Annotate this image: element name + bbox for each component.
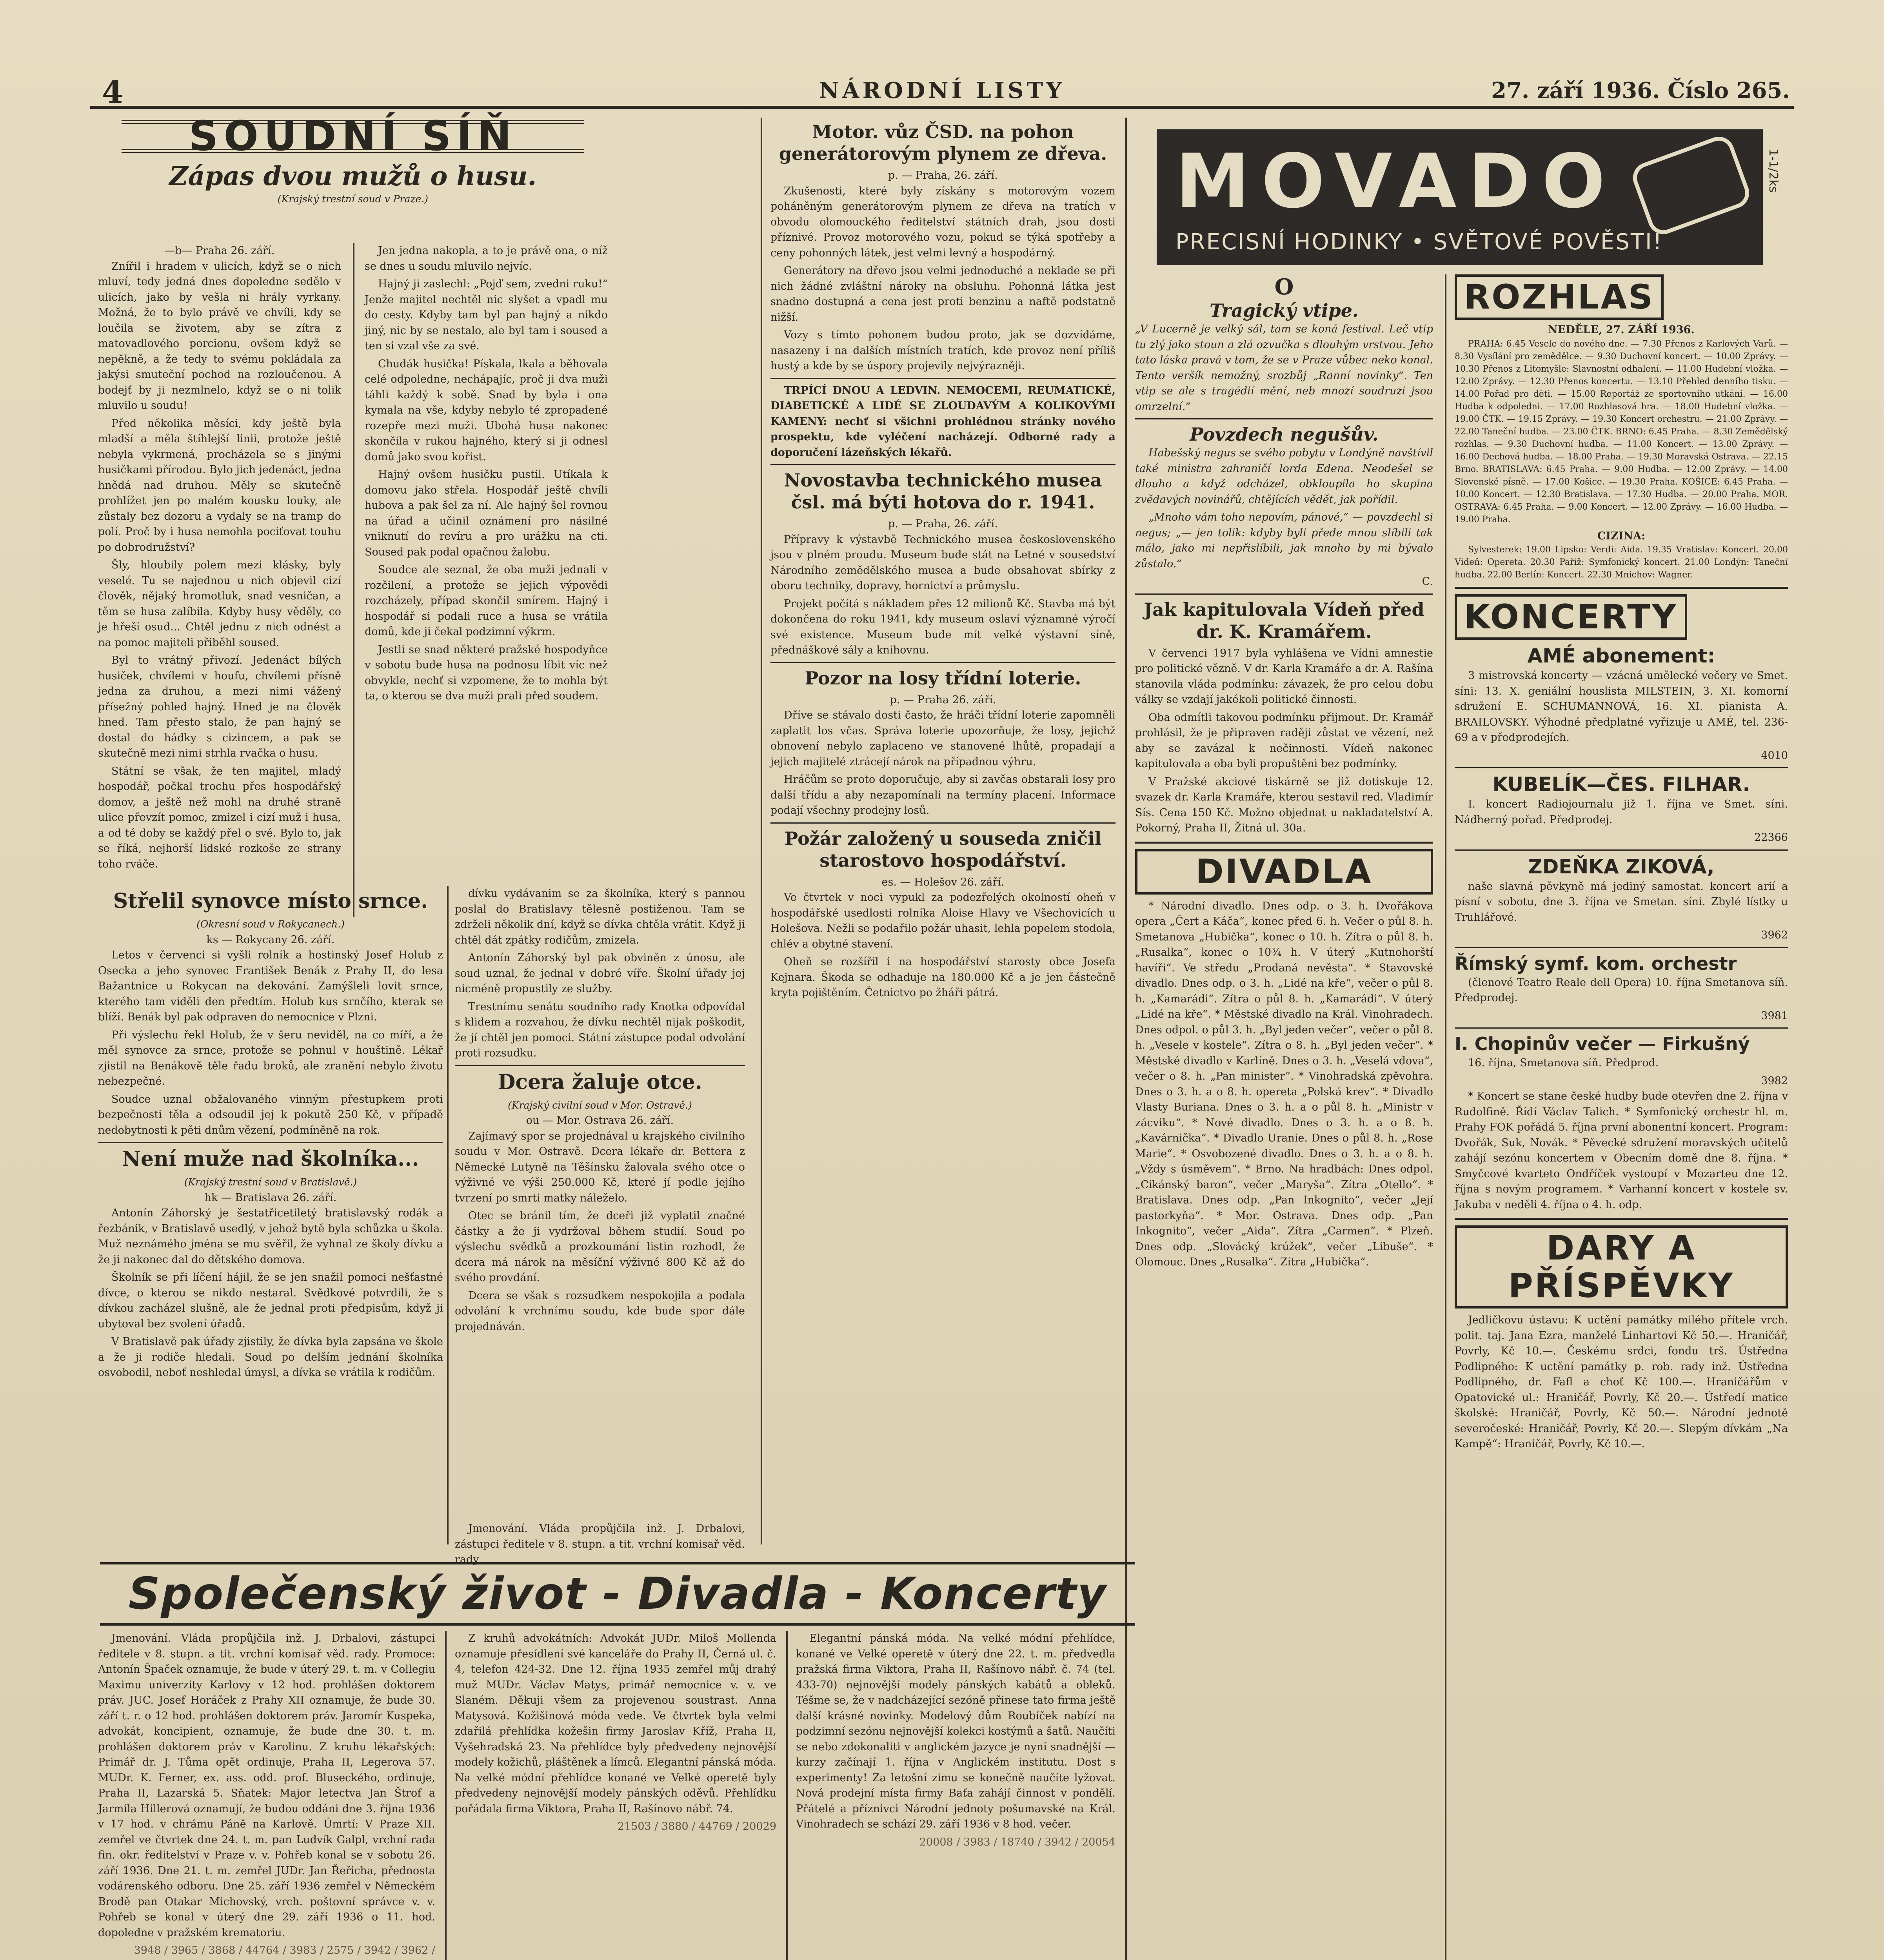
article-strelil (98, 886, 443, 1533)
paragraph: Znířil i hradem v ulicích, když se o nich mluví, tedy jedná dnes dopoledne sedělo v ulicích, jako by vešla ni hrály vyrkany. Možná, že to bylo právě ve chvíli, kdy se loučila se životem, aby se zítra z matovadlového porcionu, ovšem když se nepěkně, a že tedy to svému pokládala za jakýsi smuteční pochod na rozloučenou. A bodejť by ji nezmlnelo, když se o ni tolik mluvilo u soudu! (98, 260, 341, 412)
social-col-3 (796, 1631, 1116, 1960)
concert-notes: * Koncert se stane české hudby bude otevřen dne 2. října v Rudolfině. Řídí Václav Talich. * Symfonický orchestr hl. m. Prahy FOK pořádá 5. října první abonentní koncert. Program: Dvořák, Suk, Novák. * Pěvecké sdružení moravských učitelů zahájí sezónu koncertem v Obecním domě dne 8. října. * Smyčcové kvarteto Ondříček vystoupí v Mozarteu dne 12. října s novým programem. * Varhanní koncert v kostele sv. Jakuba v neděli 4. října o 4. h. odp. (1455, 1090, 1788, 1211)
paragraph: Dcera se však s rozsudkem nespokojila a podala odvolání k vrchnímu soudu, kde bude spor dále projednáván. (455, 1289, 745, 1333)
court-article-col-b (365, 243, 608, 909)
divider (1455, 1027, 1788, 1029)
court-section (98, 112, 608, 207)
ad-code: 4010 (1761, 749, 1788, 762)
section-title-rozhlas: ROZHLAS (1455, 274, 1664, 320)
divider (1455, 849, 1788, 851)
divider (455, 1065, 745, 1066)
social-col-1 (98, 1631, 435, 1960)
article-title: Požár založený u souseda zničil starostovo hospodářství. (784, 828, 1102, 871)
divider (1455, 587, 1788, 589)
movado-brand: MOVADO (1175, 138, 1617, 225)
dateline: es. — Holešov 26. září. (881, 876, 1005, 888)
movado-advertisement (1157, 129, 1780, 265)
section-title-soudni-sin: SOUDNÍ SÍŇ (122, 120, 584, 153)
paragraph: Vozy s tímto pohonem budou proto, jak se dozvídáme, nasazeny i na dalších místních tratích, kde provoz není příliš hustý a kde by se úspory projevily nejvýrazněji. (770, 329, 1116, 372)
radio-program: PRAHA: 6.45 Vesele do nového dne. — 7.30 Přenos z Karlových Varů. — 8.30 Vysílání pro zemědělce. — 9.30 Duchovní koncert. — 10.00 Zprávy. — 10.30 Přenos z Litomyšle: Slavnostní odhalení. — 11.00 Hudební vložka. — 12.00 Zprávy. — 12.30 Přenos koncertu. — 13.10 Přehled denního tisku. — 14.00 Pořad pro děti. — 15.00 Reportáž ze sportovního utkání. — 16.00 Hudba k odpoledni. — 17.00 Rozhlasová hra. — 18.00 Hudební vložka. — 19.00 ČTK. — 19.15 Zprávy. — 19.30 Koncert orchestru. — 21.00 Zprávy. — 22.00 Taneční hudba. — 23.00 ČTK. BRNO: 6.45 Praha. — 8.30 Zemědělský rozhlas. — 9.30 Duchovní hudba. — 11.00 Koncert. — 13.00 Zprávy. — 16.00 Dechová hudba. — 18.00 Praha. — 19.30 Moravská Ostrava. — 22.15 Brno. BRATISLAVA: 6.45 Praha. — 9.00 Hudba. — 12.00 Zprávy. — 14.00 Slovenské písně. — 17.00 Košice. — 19.30 Praha. KOŠICE: 6.45 Praha. — 10.00 Koncert. — 12.30 Bratislava. — 17.30 Hudba. — 20.00 Praha. MOR. OSTRAVA: 6.45 Praha. — 9.00 Koncert. — 12.00 Zprávy. — 16.00 Hudba. — 19.00 Praha. (1455, 339, 1788, 524)
paragraph: V Pražské akciové tiskárně se již dotiskuje 12. svazek dr. Karla Kramáře, kterou sestavil red. Vladimír Sís. Cena 150 Kč. Možno objednat u nakladatelství A. Pokorný, Praha II, Žitná ul. 30a. (1135, 775, 1433, 834)
ad-code: 3962 (1761, 929, 1788, 941)
article-title: Jak kapitulovala Vídeň před dr. K. Kramářem. (1144, 599, 1424, 642)
article-title: Motor. vůz ČSD. na pohon generátorovým plynem ze dřeva. (779, 121, 1107, 164)
movado-tagline: PRECISNÍ HODINKY • SVĚTOVÉ POVĚSTI! (1175, 229, 1663, 255)
section-banner-spolecensky: Společenský život - Divadla - Koncerty (100, 1562, 1135, 1626)
ad-codes: 21503 / 3880 / 44769 / 20029 (617, 1820, 776, 1833)
column-rule (786, 1631, 788, 1960)
dateline: ks — Rokycany 26. září. (206, 933, 335, 946)
page-number: 4 (102, 74, 124, 110)
ad-title: Římský symf. kom. orchestr (1455, 953, 1737, 974)
paragraph: Státní se však, že ten majitel, mladý hospodář, počkal trochu přes hospodářský domov, a ještě než mohl na druhé straně ulice převzít pomoc, zmizel i cizí muž i husa, a od té doby se každý přel o své. Bylo to, jak se říká, nejhorší lidské rozkoše ze strany toho rváče. (98, 765, 341, 870)
ad-codes: 3948 / 3965 / 3868 / 44764 / 3983 / 2575 / 3942 / 3962 / (134, 1944, 435, 1956)
ad-body: 16. října, Smetanova síň. Předprod. (1468, 1057, 1659, 1069)
advertisement-text: TRPÍCÍ DNOU A LEDVIN. NEMOCEMI, REUMATICKÉ, DIABETICKÉ A LIDÉ SE ZLOUDAVÝM A KOLIKOVÝMI KAMENY: nechť si všichni prohlédnou stránky nového prospektu, kde vyléčení nacházejí. Odborné rady a doporučení lázeňských lékařů. (770, 384, 1116, 459)
social-notices: Elegantní pánská móda. Na velké módní přehlídce, konané ve Velké operetě v úterý dne 22. t. m. předvedla pražská firma Viktora, Praha II, Rašínovo nábř. č. 74 (tel. 433-70) nejnovější modely pánských kabátů a obleků. Téšme se, že v nadcházející sezóně přinese tato firma ještě další krásné novinky. Modelový dům Roubíček nabízí na podzimní sezónu nejnovější kolekci kostýmů a šatů. Naučíti se nebo zdokonaliti v anglickém jazyce je nyní snadnější — kurzy začínají 1. října v Anglickém institutu. Dost s experimenty! Za letošní zimu se konečně naučíte lyžovat. Nová prodejní místa firmy Baťa zahájí činnost v pondělí. Přátelé a příznivci Národní jednoty pošumavské na Král. Vinohradech se schází 29. září 1936 v 8 hod. večer. (796, 1632, 1116, 1830)
court-name: (Krajský civilní soud v Mor. Ostravě.) (508, 1099, 692, 1111)
broadcast-date: NEDĚLE, 27. ZÁŘÍ 1936. (1548, 324, 1695, 336)
section-title-divadla: DIVADLA (1135, 849, 1433, 895)
column-rule (1125, 118, 1127, 1960)
divider (770, 464, 1116, 465)
social-notices: Z kruhů advokátních: Advokát JUDr. Miloš Mollenda oznamuje přesídlení své kanceláře do Prahy II, Černá ul. č. 4, telefon 424-32. Dne 12. října 1935 zemřel můj drahý muž MUDr. Václav Matys, primář nemocnice v. v. ve Slaném. Děkuji všem za projevenou soustrast. Anna Matysová. Kožišinová móda vede. Ve čtvrtek byla velmi zdařilá přehlídka kožešin firmy Jaroslav Kříž, Praha II, Vyšehradská 23. Na přehlídce byly předvedeny nejnovější modely kožichů, pláštěnek a límců. Elegantní pánská móda. Na velké módní přehlídce konané ve Velké operetě byly předvedeny nejnovější modely pánských oděvů. Přehlídku pořádala firma Viktora, Praha II, Rašínovo nábř. 74. (455, 1632, 776, 1815)
paragraph: Hráčům se proto doporučuje, aby si zavčas obstarali losy pro další třídu a aby nezapomínali na termíny placení. Informace podají všechny prodejny losů. (770, 773, 1116, 817)
ad-body: I. koncert Radiojournalu již 1. října ve Smet. síni. Nádherný pořad. Předprodej. (1455, 798, 1788, 826)
social-notices: Jmenování. Vláda propůjčila inž. J. Drbalovi, zástupci ředitele v 8. stupn. a tit. vrchní komisař věd. rady. Promoce: Antonín Špaček oznamuje, že bude v úterý 29. t. m. v Collegiu Maximu univerzity Karlovy v 12 hod. prohlášen doktorem práv. JUC. Josef Horáček z Prahy XII oznamuje, že bude 30. září t. r. o 12 hod. prohlášen doktorem práv. Jaromír Kuspeka, advokát, koncipient, oznamuje, že bude dne 30. t. m. prohlášen doktorem práv v Karolinu. Z kruhu lékařských: Primář dr. J. Tůma opět ordinuje, Praha II, Legerova 57. MUDr. K. Ferner, ex. ass. odd. prof. Bluseckého, ordinuje, Praha II, Lazarská 5. Sňatek: Major letectva Jan Štrof a Jarmila Hillerová oznamují, že budou oddáni dne 3. října 1936 v 17 hod. v chrámu Páně na Karlově. Úmrtí: V Praze XII. zemřel ve čtvrtek dne 24. t. m. pan Ludvík Galpl, vrchní rada fin. okr. ředitelství v Praze v. v. Pohřeb konal se v sobotu 26. září 1936. Dne 21. t. m. zemřel JUDr. Jan Řeřicha, přednosta vodárenského odboru. Dne 25. září 1936 zemřel v Německém Brodě pan Otakar Michovský, vrch. poštovní správce v. v. Pohřeb se konal v úterý dne 29. září 1936 o 11. hod. dopoledne v pražském krematoriu. (98, 1632, 435, 1939)
paragraph: Chudák husička! Pískala, lkala a běhovala celé odpoledne, nechápajíc, proč ji dva muži táhli každý k sobě. Snad by byla i ona kymala na vše, kdyby nebylo té zpropadené rozepře mezi muži. Ubohá husa nakonec skončila v rukou hajného, který si ji odnesl domů jako svou kořist. (365, 358, 608, 463)
column-rule (447, 886, 449, 1544)
foreign-heading: CIZINA: (1597, 530, 1646, 542)
watch-icon (1629, 132, 1754, 239)
paragraph: Hajný ovšem husičku pustil. Utíkala k domovu jako střela. Hospodář ještě chvíli hubova a pak šel za ní. Ale hajný šel rovnou na úřad a učinil oznámení pro násilné vniknutí do revíru a pro urážku na cti. Soused pak podal opačnou žalobu. (365, 468, 608, 558)
divider (1135, 842, 1433, 844)
court-name: (Krajský trestní soud v Bratislavě.) (184, 1176, 357, 1188)
divider (1455, 767, 1788, 768)
divider (1135, 593, 1433, 595)
divider (1455, 947, 1788, 948)
paper-name: NÁRODNÍ LISTY (819, 78, 1065, 103)
ad-code: 1-1/2ks (1766, 149, 1780, 193)
ad-code: 22366 (1754, 831, 1788, 844)
dateline: hk — Bratislava 26. září. (204, 1191, 337, 1204)
ad-body: naše slavná pěvkyně má jediný samostat. koncert arií a písní v sobotu, dne 3. října ve Smetan. síni. Zbylé lístky u Truhlářové. (1455, 880, 1788, 924)
ad-title: I. Chopinův večer — Firkušný (1455, 1033, 1750, 1054)
court-name: (Okresní soud v Rokycanech.) (196, 918, 345, 930)
masthead (90, 74, 1794, 109)
donations: Jedličkovu ústavu: K uctění památky milého přítele vrch. polit. taj. Jana Ezra, manželé Linhartovi Kč 50.—. Hraničář, Povrly, Kč 10.—. Českému srdci, fondu trš. Ústředna Podlipného: K uctění památky p. rob. rady inž. Ústředna Podlipného, dr. Fafl a choť Kč 100.—. Hraničářům v Opatovické ul.: Hraničář, Povrly, Kč 20.—. Ústředí matice školské: Hraničář, Povrly, Kč 50.—. Národní jednotě severočeské: Hraničář, Povrly, Kč 20.—. Slepým dívkám „Na Kampě“: Hraničář, Povrly, Kč 10.—. (1455, 1314, 1788, 1450)
article-title: Pozor na losy třídní loterie. (805, 667, 1081, 689)
paragraph: Ve čtvrtek v noci vypukl za podezřelých okolností oheň v hospodářské usedlosti rolníka Aloise Hlavy ve Všechovicích u Holešova. Nežli se podařilo požár uhasit, lehla popelem stodola, chlév a obytné stavení. (770, 891, 1116, 950)
divider (1455, 1218, 1788, 1220)
paragraph: Šly, hloubily polem mezi klásky, byly veselé. Tu se najednou u nich objevil cizí člověk, nějaký hromotluk, snad vesničan, a těm se husa zalíbila. Kdyby husy věděly, co je hřeší osud... Chtěl jednu z nich odnést a na pomoc majiteli přiběhl soused. (98, 559, 341, 649)
paragraph: Antonín Záhorský byl pak obviněn z únosu, ale soud uznal, že jednal v dobré víře. Školní úřady jej nicméně propustily ze služby. (455, 952, 745, 995)
paragraph: Hajný ji zaslechl: „Pojď sem, zvedni ruku!“ Jenže majitel nechtěl nic slyšet a vpadl mu do cesty. Kdyby tam byl pan hajný a nikdo jiný, nic by se nestalo, ale byl tam i soused a ten si vzal vše za své. (365, 278, 608, 352)
appointment-note (455, 1521, 745, 1566)
paragraph: Soudce ale seznal, že oba muži jednali v rozčilení, a protože se jejich výpovědi rozcházely, případ skončil smírem. Hajný i hospodář si podali ruce a husa se vrátila domů, kde ji čekal podzimní výkrm. (365, 564, 608, 638)
court-name: (Krajský trestní soud v Praze.) (277, 193, 429, 205)
paragraph: Jen jedna nakopla, a to je právě ona, o níž se dnes u soudu mluvilo nejvíc. (365, 245, 608, 272)
paragraph: Habešský negus se svého pobytu v Londýně navštívil také ministra zahraničí lorda Edena. Neodešel se dlouho a když odcházel, obkloupila ho skupina zvědavých novinářů, chtějících vědět, jak pořídil. (1135, 447, 1433, 506)
article-title: Střelil synovce místo srnce. (113, 889, 428, 913)
paragraph: Dříve se stávalo dosti často, že hráči třídní loterie zapomněli zaplatit los včas. Správa loterie upozorňuje, že losy, jejichž obnovení nebylo zaplaceno ve stanovené lhůtě, propadají a jejich majitelé ztrácejí nárok na případnou výhru. (770, 709, 1116, 768)
paragraph: „Mnoho vám toho nepovím, pánové,“ — povzdechl si negus; „— jen tolik: kdyby byli přede mnou slíbili tak málo, jako mi nepřislíbili, jak mnoho by mi bývalo zůstalo.“ (1135, 511, 1433, 570)
ad-body: (členové Teatro Reale dell Opera) 10. října Smetanova síň. Předprodej. (1455, 976, 1788, 1004)
lower-middle-col (455, 886, 745, 1544)
divider (770, 662, 1116, 663)
issue-date: 27. září 1936. Číslo 265. (1491, 78, 1790, 103)
paragraph: Byl to vrátný přivozí. Jedenáct bílých husiček, chvílemi v houfu, chvílemi přísně jedna za druhou, a mezi nimi vážený přísežný pohled hajný. Hned je na člověk hned. Tam přesto stalo, že pan hajný se dostal do hádky s cizincem, a pak se skutečně mezi nimi strhla rvačka o husu. (98, 654, 341, 759)
section-title-dary: DARY A PŘÍSPĚVKY (1455, 1225, 1788, 1308)
column-rule (353, 243, 354, 917)
paragraph: Antonín Záhorský je šestatřicetiletý bratislavský rodák a řezbánik, v Bratislavě usedlý, v jehož bytě byla schůzka u škola. Muž neznámého jména se mu svěřil, že vyhnal ze školy dívku a že ji nakonec dal do dětského domova. (98, 1207, 443, 1266)
column-three (1135, 274, 1433, 1960)
paragraph: V Bratislavě pak úřady zjistily, že dívka byla zapsána ve škole a že ji rodiče hledali. Soud po delším jednání školníka osvobodil, neboť neshledal úmysl, a dívka se vrátila k rodičům. (98, 1336, 443, 1379)
article-title: Novostavba technického musea čsl. má býti hotova do r. 1941. (784, 470, 1102, 513)
article-title: Tragický vtipe. (1209, 300, 1359, 321)
dateline: p. — Praha 26. září. (890, 693, 996, 706)
paragraph: Otec se bránil tím, že dceři již vyplatil značné částky a že ji vydržoval během studií. Soud po výslechu svědků a prozkoumání listin rozhodl, že dcera má nárok na měsíční výživné 800 Kč až do svého provdání. (455, 1210, 745, 1284)
paragraph: Jestli se snad některé pražské hospodyňce v sobotu bude husa na podnosu líbit víc než obvykle, nechť si vzpomene, že to mohla být ta, o kterou se dva muži prali před soudem. (365, 643, 608, 702)
paragraph: Školník se při líčení hájil, že se jen snažil pomoci nešťastné dívce, o kterou se nikdo nestaral. Svědkové potvrdili, že s dívkou zacházel slušně, ale že jednal proti předpisům, když ji ubytoval bez svolení úřadů. (98, 1271, 443, 1330)
article-title: Povzdech negušův. (1190, 424, 1379, 445)
section-title-koncerty: KONCERTY (1455, 594, 1687, 640)
paragraph: Přípravy k výstavbě Technického musea československého jsou v plném proudu. Museum bude stát na Letné v sousedství Národního zemědělského musea a bude obsahovat sbírky z oboru techniky, dopravy, hornictví a průmyslu. (770, 533, 1116, 592)
dateline: p. — Praha, 26. září. (888, 518, 998, 530)
column-rule (445, 1631, 447, 1960)
signature: C. (1422, 575, 1433, 588)
paragraph: Trestnímu senátu soudního rady Knotka odpovídal s klidem a rozvahou, že dívku nechtěl nijak poškodit, že jí chtěl jen pomoci. Státní zástupce podal odvolání proti rozsudku. (455, 1000, 745, 1059)
divider (770, 822, 1116, 824)
dateline: —b— Praha 26. září. (164, 245, 275, 257)
article-title: Dcera žaluje otce. (498, 1070, 702, 1094)
paragraph: Zajímavý spor se projednával u krajského civilního soudu v Mor. Ostravě. Dcera lékaře dr. Bettera z Německé Lutyně na Těšínsku žalovala svého otce o výživné ve výši 250.000 Kč, které jí podle jejího tvrzení po smrti matky náleželo. (455, 1130, 745, 1204)
paragraph: V červenci 1917 byla vyhlášena ve Vídni amnestie pro politické vězně. V dr. Karla Kramáře a dr. A. Rašína stanovila vláda podmínku: závazek, že pro celou dobu války se vzdají jakékoli politické činnosti. (1135, 647, 1433, 706)
ad-codes: 20008 / 3983 / 18740 / 3942 / 20054 (919, 1836, 1116, 1848)
ad-code: 3981 (1761, 1009, 1788, 1022)
ad-title: KUBELÍK—ČES. FILHAR. (1492, 773, 1750, 796)
paragraph: Při výslechu řekl Holub, že v šeru neviděl, na co míří, a že měl synovce za srnce, protože se pohnul v houštině. Lékař zjistil na Benákově těle řadu broků, ale zranění nebylo životu nebezpečné. (98, 1029, 443, 1087)
paragraph: Zkušenosti, které byly získány s motorovým vozem poháněným generátorovým plynem ze dřeva na tratích v obvodu olomouckého ředitelství státních drah, jsou dosti příznivé. Provoz motorového vozu, pokud se týká spotřeby a ceny pohonných látek, jest velmi levný a hospodárný. (770, 185, 1116, 259)
court-article-col-a (98, 243, 341, 870)
divider (770, 378, 1116, 379)
paragraph: Letos v červenci si vyšli rolník a hostinský Josef Holub z Osecka a jeho synovec František Benák z Prahy II, do lesa Bažantnice u Rokycan na dekování. Zamýšleli lovit srnce, kterého tam viděli den předtím. Holub kus srnčího, kterak se blíží. Benák byl pak odpraven do nemocnice v Plzni. (98, 949, 443, 1023)
paragraph: Projekt počítá s nákladem přes 12 milionů Kč. Stavba má být dokončena do roku 1941, kdy museum oslaví významné výročí své existence. Museum bude mít velké výstavní síně, přednáškové sály a knihovnu. (770, 597, 1116, 656)
divider (1135, 418, 1433, 419)
paragraph: dívku vydávanim se za školníka, který s pannou poslal do Bratislavy tělesně postiženou. Tam se zdrželi několik dní, když se dívka chtěla vrátit. Když ji chtěl dát zpátky rodičům, zmizela. (455, 887, 745, 946)
social-col-2 (455, 1631, 776, 1960)
divider (98, 1142, 443, 1143)
article-title: Není muže nad školníka... (122, 1147, 419, 1171)
dateline: ou — Mor. Ostrava 26. září. (526, 1114, 674, 1127)
theatre-listings: * Národní divadlo. Dnes odp. o 3. h. Dvořákova opera „Čert a Káča“, konec před 6. h. Večer o půl 8. h. Smetanova „Hubička“, konec o 10. h. Zítra o půl 8. h. „Rusalka“, konec o 10¾ h. V úterý „Kutnohorští havíři“. Ve středu „Prodaná nevěsta“. * Stavovské divadlo. Dnes odp. o 3. h. „Lidé na kře“, večer o půl 8. h. „Kamarádi“. Zítra o půl 8. h. „Kamarádi“. V úterý „Lidé na kře“. * Městské divadlo na Král. Vinohradech. Dnes odpol. o půl 3. h. „Byl jeden večer“, večer o půl 8. h. „Vesele v kostele“. Zítra o 8. h. „Byl jeden večer“. * Městské divadlo v Karlíně. Dnes o 3. h. „Veselá vdova“, večer o 8. h. „Pan minister“. * Vinohradská zpěvohra. Dnes o 3. h. a o 8. h. opereta „Polská krev“. * Divadlo Vlasty Buriana. Dnes o 3. h. a o půl 8. h. „Ministr v zácviku“. * Nové divadlo. Dnes o 3. h. a o 8. h. „Kavárnička“. * Divadlo Uranie. Dnes o půl 8. h. „Rose Marie“. * Osvobozené divadlo. Dnes o 3. h. a o 8. h. „Vždy s úsměvem“. * Brno. Na hradbách: Dnes odpol. „Cikánský baron“, večer „Maryša“. Zítra „Otello“. * Bratislava. Dnes odp. „Pan Inkognito“, večer „Její pastorkyňa“. * Mor. Ostrava. Dnes odp. „Pan Inkognito“, večer „Aida“. Zítra „Carmen“. * Plzeň. Dnes odp. „Slovácký krúžek“, večer „Libuše“. * Olomouc. Dnes „Rusalka“. Zítra „Hubička“. (1135, 900, 1433, 1268)
ad-title: AMÉ abonement: (1527, 644, 1715, 667)
paragraph: Jmenování. Vláda propůjčila inž. J. Drbalovi, zástupci ředitele v 8. stupn. a tit. vrchní komisař věd. rady. (455, 1523, 745, 1566)
column-rule (1445, 274, 1446, 1960)
ad-body: 3 mistrovská koncerty — vzácná umělecké večery ve Smet. síni: 13. X. geniální houslista MILSTEIN, 3. XI. komorní sdružení E. SCHUMANNOVÁ, 16. XI. pianista A. BRAILOVSKY. Výhodné předplatné vyřizuje u AMÉ, tel. 236-69 a v předprodejích. (1455, 670, 1788, 744)
ornament-o: O (1274, 274, 1294, 300)
paragraph: Generátory na dřevo jsou velmi jednoduché a neklade se při nich žádné zvláštní nároky na obsluhu. Pohonná látka jest snadno dostupná a cena jest proti benzinu a naftě podstatně nižší. (770, 265, 1116, 323)
ad-code: 3982 (1761, 1074, 1788, 1087)
poem: „V Lucerně je velký sál, tam se koná festival. Leč vtip tu zlý jako stoun a zlá ozvučka s dlouhým vrstvou. Jeho tato láska pravá v tom, že se v Praze vůbec neko konal. Tento veršík nemožný, srozbůj „Ranní novinky“. Ten vtip se ale s tragédií mění, neb mnozí soudruzi jsou omrzelní.“ (1135, 323, 1433, 413)
foreign-program: Sylvesterek: 19.00 Lipsko: Verdi: Aida. 19.35 Vratislav: Koncert. 20.00 Vídeň: Opereta. 20.30 Paříž: Symfonický koncert. 21.00 Londýn: Taneční hudba. 22.00 Berlín: Koncert. 22.30 Mnichov: Wagner. (1455, 545, 1788, 580)
paragraph: Oheň se rozšířil i na hospodářství starosty obce Josefa Kejnara. Škoda se odhaduje na 180.000 Kč a je jen částečně kryta pojištěním. Četnictvo po žháři pátrá. (770, 956, 1116, 999)
paragraph: Před několika měsíci, kdy ještě byla mladší a měla štíhlejší linii, protože ještě nebyla vykrmená, procházela se s jinými husičkami přírodou. Bylo jich jedenáct, jedna hnědá nad druhou. Měly se skutečně prohlížet jen po malém kousku louky, ale zůstaly bez dozoru a vydaly se na tramp do polí. Proč by i husa nemohla pociťovat touhu po dobrodružství? (98, 417, 341, 554)
column-rule (761, 118, 762, 1544)
dateline: p. — Praha, 26. září. (888, 169, 998, 181)
middle-column (770, 118, 1116, 1552)
paragraph: Soudce uznal obžalovaného vinným přestupkem proti bezpečnosti těla a odsoudil jej k pokutě 250 Kč, v případě nedobytnosti k pěti dnům vězení, podmíněně na rok. (98, 1093, 443, 1136)
article-title: Zápas dvou mužů o husu. (169, 160, 537, 191)
paragraph: Oba odmítli takovou podmínku přijmout. Dr. Kramář prohlásil, že je připraven raději zůstat ve vězení, než aby se zavázal k nečinnosti. Vídeň nakonec kapitulovala a oba byli propuštěni bez podmínky. (1135, 711, 1433, 770)
column-four (1455, 274, 1788, 1960)
ad-title: ZDEŇKA ZIKOVÁ, (1528, 855, 1715, 878)
